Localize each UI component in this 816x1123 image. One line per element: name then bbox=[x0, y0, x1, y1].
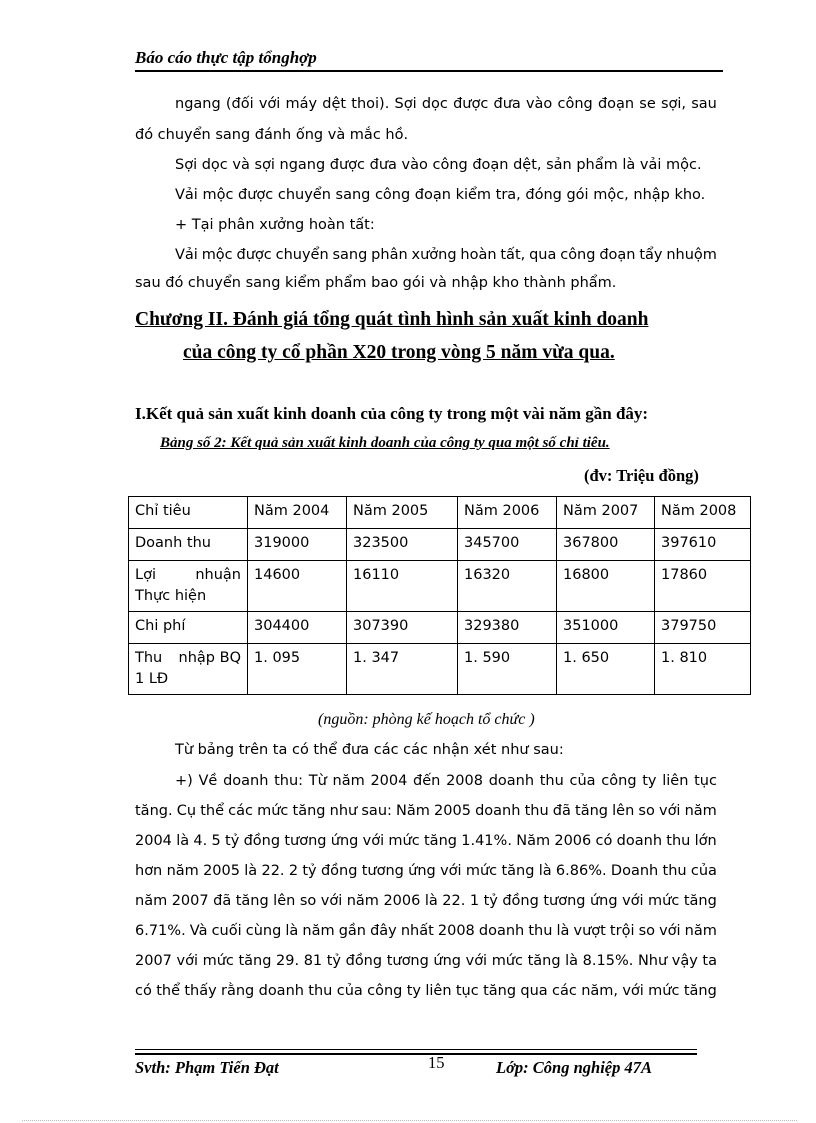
word: ta bbox=[702, 953, 717, 969]
word: thu bbox=[524, 803, 549, 819]
word: được bbox=[453, 96, 489, 112]
table-row bbox=[129, 644, 751, 695]
table-header-cell: Năm 2006 bbox=[458, 497, 557, 529]
word: thu bbox=[539, 773, 564, 789]
analysis-line-3 bbox=[135, 831, 717, 851]
table-cell: 1. 810 bbox=[655, 644, 751, 695]
analysis-line-1 bbox=[175, 771, 717, 791]
word: doanh bbox=[616, 833, 663, 849]
word: 2005 bbox=[434, 803, 471, 819]
word: với bbox=[622, 893, 644, 909]
word: chuyển bbox=[275, 247, 329, 263]
word: được bbox=[236, 247, 272, 263]
word: tẩy bbox=[639, 247, 663, 263]
word: tăng bbox=[483, 983, 517, 999]
word: thu bbox=[662, 863, 687, 879]
word: tất, bbox=[500, 247, 526, 263]
paragraph-5-line-2: sau đó chuyển sang kiểm phẩm bao gói và nhập kho thành phẩm. bbox=[135, 275, 617, 291]
word: Doanh bbox=[610, 863, 659, 879]
row-label-line: 1 LĐ bbox=[135, 671, 169, 687]
word: thấy bbox=[184, 983, 217, 999]
word: phân bbox=[371, 247, 408, 263]
analysis-line-4 bbox=[135, 861, 717, 881]
word: nhất bbox=[400, 923, 434, 939]
word: hoàn bbox=[460, 247, 497, 263]
table-header-cell: Chỉ tiêu bbox=[129, 497, 248, 529]
word: tăng. bbox=[135, 803, 173, 819]
word: thể bbox=[200, 803, 224, 819]
table-cell: 379750 bbox=[655, 612, 751, 644]
row-label-line: Thực hiện bbox=[135, 588, 207, 604]
word: với bbox=[362, 833, 385, 849]
word: 81 bbox=[303, 953, 323, 969]
table-cell: 17860 bbox=[655, 561, 751, 612]
table-header-cell: Năm 2005 bbox=[347, 497, 458, 529]
word: sau: bbox=[361, 803, 392, 819]
word: ứng bbox=[589, 893, 618, 909]
word: 1 bbox=[469, 893, 480, 909]
word: (đối bbox=[225, 96, 254, 112]
word: Sợi bbox=[394, 96, 417, 112]
word: là bbox=[244, 863, 258, 879]
word: xưởng bbox=[411, 247, 457, 263]
word: sợi, bbox=[660, 96, 687, 112]
word: tăng bbox=[575, 803, 608, 819]
word: tỷ bbox=[302, 863, 317, 879]
word: năm bbox=[302, 923, 335, 939]
paragraph-3: Vải mộc được chuyển sang công đoạn kiểm tra, đóng gói mộc, nhập kho. bbox=[175, 187, 706, 203]
word: tỷ bbox=[326, 953, 342, 969]
table-header-cell: Năm 2008 bbox=[655, 497, 751, 529]
footer-class: Lớp: Công nghiệp 47A bbox=[496, 1058, 653, 1077]
unit-label: (đv: Triệu đồng) bbox=[584, 466, 699, 485]
table-cell: 1. 095 bbox=[248, 644, 347, 695]
table-cell: 16320 bbox=[458, 561, 557, 612]
word: cùng bbox=[245, 923, 282, 939]
word: 2007 bbox=[171, 893, 209, 909]
analysis-line-6 bbox=[135, 921, 717, 941]
word: đến bbox=[413, 773, 441, 789]
word: với bbox=[320, 893, 343, 909]
results-table bbox=[128, 496, 751, 695]
word: 2006 bbox=[554, 833, 592, 849]
analysis-line-5 bbox=[135, 891, 717, 911]
word: nhuộm bbox=[666, 247, 717, 263]
word: se bbox=[639, 96, 656, 112]
word: 22. bbox=[442, 893, 466, 909]
word: 5 bbox=[211, 833, 221, 849]
word: có bbox=[595, 833, 613, 849]
word: qua bbox=[529, 247, 557, 263]
word: mức bbox=[648, 983, 680, 999]
word: doanh bbox=[223, 773, 269, 789]
word: gần bbox=[338, 923, 366, 939]
word: 1.41%. bbox=[461, 833, 512, 849]
word: thu bbox=[308, 983, 333, 999]
word: mộc bbox=[201, 247, 233, 263]
word: sang bbox=[332, 247, 368, 263]
table-row-label: Chi phí bbox=[129, 612, 248, 644]
table-cell: 345700 bbox=[458, 529, 557, 561]
page-bottom-border bbox=[22, 1120, 797, 1121]
word: sau bbox=[691, 96, 717, 112]
paragraph-2: Sợi dọc và sợi ngang được đưa vào công đoạn dệt, sản phẩm là vải mộc. bbox=[175, 157, 702, 173]
word: đã bbox=[213, 893, 232, 909]
word: công bbox=[557, 96, 593, 112]
word: các bbox=[228, 803, 253, 819]
word: Và bbox=[189, 923, 208, 939]
word: mức bbox=[491, 953, 523, 969]
table-row bbox=[129, 612, 751, 644]
word: tăng bbox=[683, 983, 717, 999]
word: các bbox=[552, 983, 577, 999]
word: máy bbox=[285, 96, 318, 112]
word: với bbox=[258, 96, 281, 112]
analysis-line-2 bbox=[135, 801, 717, 821]
table-header-cell: Năm 2007 bbox=[557, 497, 655, 529]
word: với bbox=[659, 923, 681, 939]
word: năm bbox=[135, 893, 168, 909]
word: liên bbox=[662, 773, 689, 789]
word: 2008 bbox=[437, 923, 475, 939]
word: Cụ bbox=[176, 803, 197, 819]
word: tục bbox=[694, 773, 717, 789]
word: tương bbox=[284, 833, 327, 849]
paragraph-1-line-2: đó chuyển sang đánh ống và mắc hồ. bbox=[135, 127, 409, 143]
paragraph-4: + Tại phân xưởng hoàn tất: bbox=[175, 217, 375, 233]
word: Từ bbox=[308, 773, 327, 789]
word: của bbox=[569, 773, 596, 789]
table-row bbox=[129, 561, 751, 612]
word: của bbox=[690, 863, 717, 879]
word: 2006 bbox=[383, 893, 421, 909]
word: tục bbox=[455, 983, 479, 999]
table-cell: 16110 bbox=[347, 561, 458, 612]
word: 2008 bbox=[446, 773, 483, 789]
table-row-label: Doanh thu bbox=[129, 529, 248, 561]
word: mức bbox=[388, 833, 420, 849]
word: mức bbox=[465, 863, 498, 879]
word: 2007 bbox=[135, 953, 172, 969]
word: 2004 bbox=[135, 833, 172, 849]
word: thu bbox=[666, 833, 691, 849]
word: ứng bbox=[433, 953, 462, 969]
word: vượt bbox=[573, 923, 606, 939]
word: là bbox=[565, 953, 579, 969]
chapter-title-line-1: Chương II. Đánh giá tổng quát tình hình sản xuất kinh doanh bbox=[135, 309, 649, 330]
word: là bbox=[176, 833, 190, 849]
word: lớn bbox=[694, 833, 717, 849]
word: đồng bbox=[243, 833, 281, 849]
word: vậy bbox=[671, 953, 698, 969]
word: cuối bbox=[211, 923, 242, 939]
word: tương bbox=[386, 953, 429, 969]
word: công bbox=[601, 773, 637, 789]
word: là bbox=[556, 923, 570, 939]
word: năm bbox=[684, 803, 717, 819]
word: doanh bbox=[258, 983, 304, 999]
word: hơn bbox=[135, 863, 163, 879]
word: đây bbox=[370, 923, 397, 939]
row-label-word: nhập BQ bbox=[178, 650, 241, 666]
word: Vải bbox=[175, 247, 198, 263]
word: của bbox=[336, 983, 363, 999]
word: mức bbox=[257, 803, 289, 819]
word: +) bbox=[175, 773, 193, 789]
word: tăng bbox=[683, 893, 717, 909]
word: với bbox=[622, 983, 644, 999]
word: năm, bbox=[581, 983, 618, 999]
page-number: 15 bbox=[428, 1053, 445, 1072]
word: đoạn bbox=[599, 247, 636, 263]
row-label-word: nhuận bbox=[195, 567, 241, 583]
word: so bbox=[299, 893, 317, 909]
word: năm bbox=[346, 893, 379, 909]
footer-rule bbox=[135, 1049, 697, 1050]
word: trội bbox=[609, 923, 635, 939]
word: năm bbox=[166, 863, 199, 879]
word: 2005 bbox=[203, 863, 240, 879]
word: đồng bbox=[502, 893, 539, 909]
word: liên bbox=[425, 983, 452, 999]
word: tăng bbox=[292, 803, 326, 819]
table-row-label bbox=[129, 561, 248, 612]
word: tương bbox=[361, 863, 404, 879]
word: vào bbox=[525, 96, 553, 112]
word: doanh bbox=[488, 773, 535, 789]
footer-rule bbox=[135, 1053, 697, 1055]
word: so bbox=[638, 803, 655, 819]
table-row bbox=[129, 529, 751, 561]
word: mức bbox=[648, 893, 680, 909]
word: ứng bbox=[330, 833, 359, 849]
word: thu: bbox=[274, 773, 304, 789]
analysis-intro: Từ bảng trên ta có thể đưa các các nhận xét như sau: bbox=[175, 742, 564, 758]
table-cell: 397610 bbox=[655, 529, 751, 561]
table-header-row bbox=[129, 497, 751, 529]
word: dệt bbox=[322, 96, 347, 112]
word: 4. bbox=[193, 833, 208, 849]
word: thu bbox=[528, 923, 553, 939]
table-cell: 329380 bbox=[458, 612, 557, 644]
word: ty bbox=[406, 983, 421, 999]
table-header-cell: Năm 2004 bbox=[248, 497, 347, 529]
word: tăng bbox=[501, 863, 535, 879]
word: tăng bbox=[238, 953, 272, 969]
word: doanh bbox=[475, 803, 521, 819]
word: so bbox=[638, 923, 655, 939]
word: năm bbox=[684, 923, 717, 939]
word: 8.15%. bbox=[582, 953, 634, 969]
word: đồng bbox=[345, 953, 383, 969]
word: rằng bbox=[221, 983, 255, 999]
table-cell: 367800 bbox=[557, 529, 655, 561]
word: mức bbox=[202, 953, 234, 969]
word: là bbox=[285, 923, 299, 939]
table-cell: 307390 bbox=[347, 612, 458, 644]
word: 6.71%. bbox=[135, 923, 186, 939]
word: 2004 bbox=[370, 773, 408, 789]
section-title: I.Kết quả sản xuất kinh doanh của công ty trong một vài năm gần đây: bbox=[135, 404, 649, 423]
word: công bbox=[560, 247, 596, 263]
word: với bbox=[658, 803, 681, 819]
word: dọc bbox=[421, 96, 448, 112]
table-caption: Bảng số 2: Kết quả sản xuất kinh doanh của công ty qua một số chỉ tiêu. bbox=[160, 435, 610, 451]
word: đoạn bbox=[597, 96, 635, 112]
table-cell: 1. 650 bbox=[557, 644, 655, 695]
word: Năm bbox=[516, 833, 551, 849]
row-label-word: Thu bbox=[135, 650, 163, 666]
word: với bbox=[176, 953, 198, 969]
word: với bbox=[440, 863, 462, 879]
word: thoi). bbox=[351, 96, 390, 112]
word: thể bbox=[156, 983, 180, 999]
word: tăng bbox=[235, 893, 269, 909]
word: tương bbox=[543, 893, 586, 909]
word: Năm bbox=[396, 803, 430, 819]
word: 6.86%. bbox=[555, 863, 607, 879]
word: là bbox=[424, 893, 438, 909]
table-cell: 1. 347 bbox=[347, 644, 458, 695]
table-cell: 319000 bbox=[248, 529, 347, 561]
word: năm bbox=[332, 773, 365, 789]
word: với bbox=[465, 953, 488, 969]
paragraph-1-line-1 bbox=[175, 94, 717, 114]
word: tăng bbox=[424, 833, 457, 849]
analysis-line-7 bbox=[135, 951, 717, 971]
word: Như bbox=[637, 953, 668, 969]
header-rule bbox=[135, 70, 723, 72]
row-label-word: Lợi bbox=[135, 567, 156, 583]
word: đồng bbox=[320, 863, 358, 879]
chapter-title-line-2: của công ty cổ phần X20 trong vòng 5 năm vừa qua. bbox=[183, 342, 615, 363]
word: như bbox=[329, 803, 358, 819]
table-cell: 14600 bbox=[248, 561, 347, 612]
word: là bbox=[538, 863, 552, 879]
word: công bbox=[367, 983, 403, 999]
word: 29. bbox=[276, 953, 300, 969]
word: tỷ bbox=[225, 833, 240, 849]
word: 2 bbox=[288, 863, 299, 879]
table-source-note: (nguồn: phòng kế hoạch tổ chức ) bbox=[318, 711, 535, 728]
table-cell: 1. 590 bbox=[458, 644, 557, 695]
word: đã bbox=[552, 803, 571, 819]
word: lên bbox=[612, 803, 635, 819]
word: lên bbox=[273, 893, 296, 909]
word: qua bbox=[520, 983, 548, 999]
table-cell: 323500 bbox=[347, 529, 458, 561]
word: tăng bbox=[527, 953, 561, 969]
word: ngang bbox=[175, 96, 221, 112]
word: doanh bbox=[478, 923, 525, 939]
word: ty bbox=[642, 773, 657, 789]
word: có bbox=[135, 983, 152, 999]
word: tỷ bbox=[483, 893, 498, 909]
table-cell: 351000 bbox=[557, 612, 655, 644]
word: ứng bbox=[408, 863, 436, 879]
page-header-title: Báo cáo thực tập tổnghợp bbox=[135, 48, 317, 67]
table-row-label bbox=[129, 644, 248, 695]
paragraph-5-line-1 bbox=[175, 245, 717, 265]
word: Về bbox=[198, 773, 218, 789]
table-cell: 304400 bbox=[248, 612, 347, 644]
table-cell: 16800 bbox=[557, 561, 655, 612]
word: đưa bbox=[493, 96, 521, 112]
analysis-line-8 bbox=[135, 981, 717, 1001]
word: 22. bbox=[261, 863, 285, 879]
footer-author: Svth: Phạm Tiến Đạt bbox=[135, 1058, 279, 1077]
